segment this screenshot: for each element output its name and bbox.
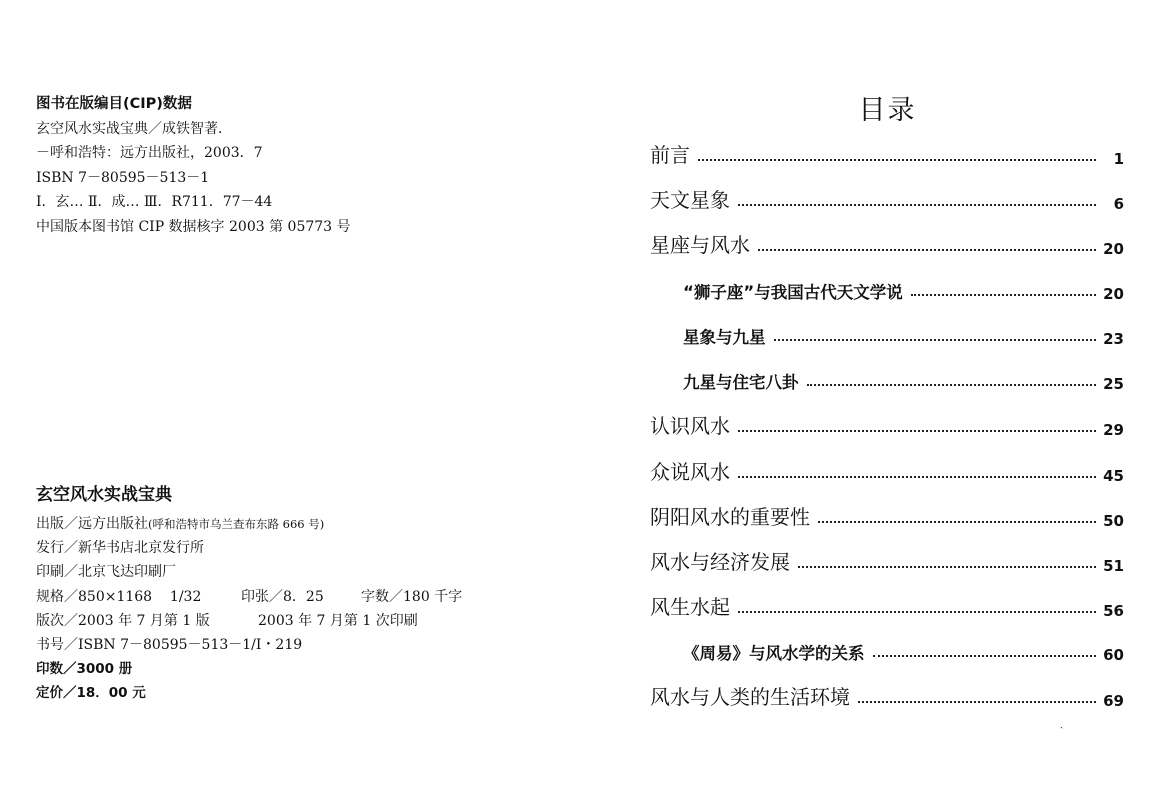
toc-entry-title: 风水与经济发展 <box>650 550 790 574</box>
cip-title: 图书在版编目(CIP)数据 <box>36 96 192 112</box>
toc-leader <box>807 384 1097 386</box>
spec-size: 规格／850×1168 <box>36 588 153 605</box>
toc-entry <box>650 409 1124 439</box>
toc-subentry <box>683 273 1124 303</box>
colophon-block <box>36 480 576 706</box>
cip-block <box>36 92 576 239</box>
toc-entry-page: 25 <box>1103 375 1124 393</box>
toc-heading: 目录 <box>858 95 917 126</box>
toc-entry <box>650 183 1124 213</box>
toc-leader <box>798 566 1096 568</box>
toc-entry-page: 51 <box>1103 557 1124 575</box>
toc-leader <box>738 476 1096 478</box>
toc-entry-page: 20 <box>1103 285 1124 303</box>
toc-subentry <box>683 318 1124 348</box>
toc-entry-page: 56 <box>1103 602 1124 620</box>
scan-speck: ˏ <box>1060 718 1064 729</box>
toc-entry-title: 星象与九星 <box>683 328 766 347</box>
publisher-address: (呼和浩特市乌兰查布东路 666 号) <box>148 517 325 531</box>
spec <box>36 585 241 609</box>
toc-entry-page: 69 <box>1103 692 1124 710</box>
distributor-line: 发行／新华书店北京发行所 <box>36 540 204 557</box>
cip-line: －呼和浩特：远方出版社，2003．7 <box>36 145 263 161</box>
publisher-line <box>36 512 576 536</box>
toc-entry-title: 前言 <box>650 143 690 167</box>
toc-leader <box>774 339 1097 341</box>
cip-line: Ⅰ．玄… Ⅱ．成… Ⅲ．R711．77－44 <box>36 194 273 210</box>
toc-leader <box>738 204 1096 206</box>
toc-entry-page: 20 <box>1103 240 1124 258</box>
toc-entry <box>650 228 1124 258</box>
toc-entry <box>650 500 1124 530</box>
toc-leader <box>758 249 1096 251</box>
toc-entry-title: 九星与住宅八卦 <box>683 373 799 392</box>
toc-entry <box>650 680 1124 710</box>
toc-entry-title: 《周易》与风水学的关系 <box>683 644 865 663</box>
toc-entry-title: 星座与风水 <box>650 233 750 257</box>
toc-entry-title: 认识风水 <box>650 414 730 438</box>
publisher-label: 出版／远方出版社 <box>36 516 148 532</box>
toc-entry-page: 60 <box>1103 646 1124 664</box>
toc-leader <box>738 430 1096 432</box>
word-count: 字数／180 千字 <box>361 588 463 605</box>
toc-entry <box>650 455 1124 485</box>
toc-entry-title: 风水与人类的生活环境 <box>650 685 850 709</box>
toc-entry-page: 29 <box>1103 421 1124 439</box>
toc-subentry <box>683 634 1124 664</box>
toc-leader <box>738 611 1096 613</box>
spec-line <box>36 585 576 609</box>
cip-line: 玄空风水实战宝典／成铁智著． <box>36 120 232 137</box>
copyright-page <box>0 0 580 806</box>
toc-entry-title: 天文星象 <box>650 188 730 212</box>
toc-entry <box>650 138 1124 168</box>
toc-subentry <box>683 363 1124 393</box>
toc-entry-page: 1 <box>1113 150 1124 168</box>
toc-page <box>590 0 1165 806</box>
book-title: 玄空风水实战宝典 <box>36 485 172 505</box>
price-line: 定价／18．00 元 <box>36 685 146 702</box>
book-number-line: 书号／ISBN 7－80595－513－1/I・219 <box>36 637 303 654</box>
toc-entry-title: “狮子座”与我国古代天文学说 <box>683 283 903 302</box>
toc-entry <box>650 590 1124 620</box>
toc-leader <box>911 294 1096 296</box>
toc-entry-title: 风生水起 <box>650 595 730 619</box>
toc-entry-title: 阴阳风水的重要性 <box>650 505 810 529</box>
toc-entry <box>650 545 1124 575</box>
toc-leader <box>818 521 1096 523</box>
toc-entry-title: 众说风水 <box>650 460 730 484</box>
edition-line <box>36 609 576 633</box>
printer-line: 印刷／北京飞达印刷厂 <box>36 564 176 581</box>
toc-entry-page: 50 <box>1103 512 1124 530</box>
cip-line: ISBN 7－80595－513－1 <box>36 169 210 186</box>
spec-format: 1/32 <box>169 588 202 605</box>
toc-leader <box>858 701 1096 703</box>
toc-leader <box>698 159 1096 161</box>
toc-leader <box>873 655 1097 657</box>
cip-line: 中国版本图书馆 CIP 数据核字 2003 第 05773 号 <box>36 218 351 235</box>
toc-entry-page: 23 <box>1103 330 1124 348</box>
toc-entry-page: 45 <box>1103 467 1124 485</box>
edition: 版次／2003 年 7 月第 1 版 <box>36 612 210 629</box>
print-run-line: 印数／3000 册 <box>36 661 133 678</box>
toc-entry-page: 6 <box>1113 195 1124 213</box>
printing: 2003 年 7 月第 1 次印刷 <box>258 612 418 629</box>
sheets: 印张／8．25 <box>241 588 324 605</box>
